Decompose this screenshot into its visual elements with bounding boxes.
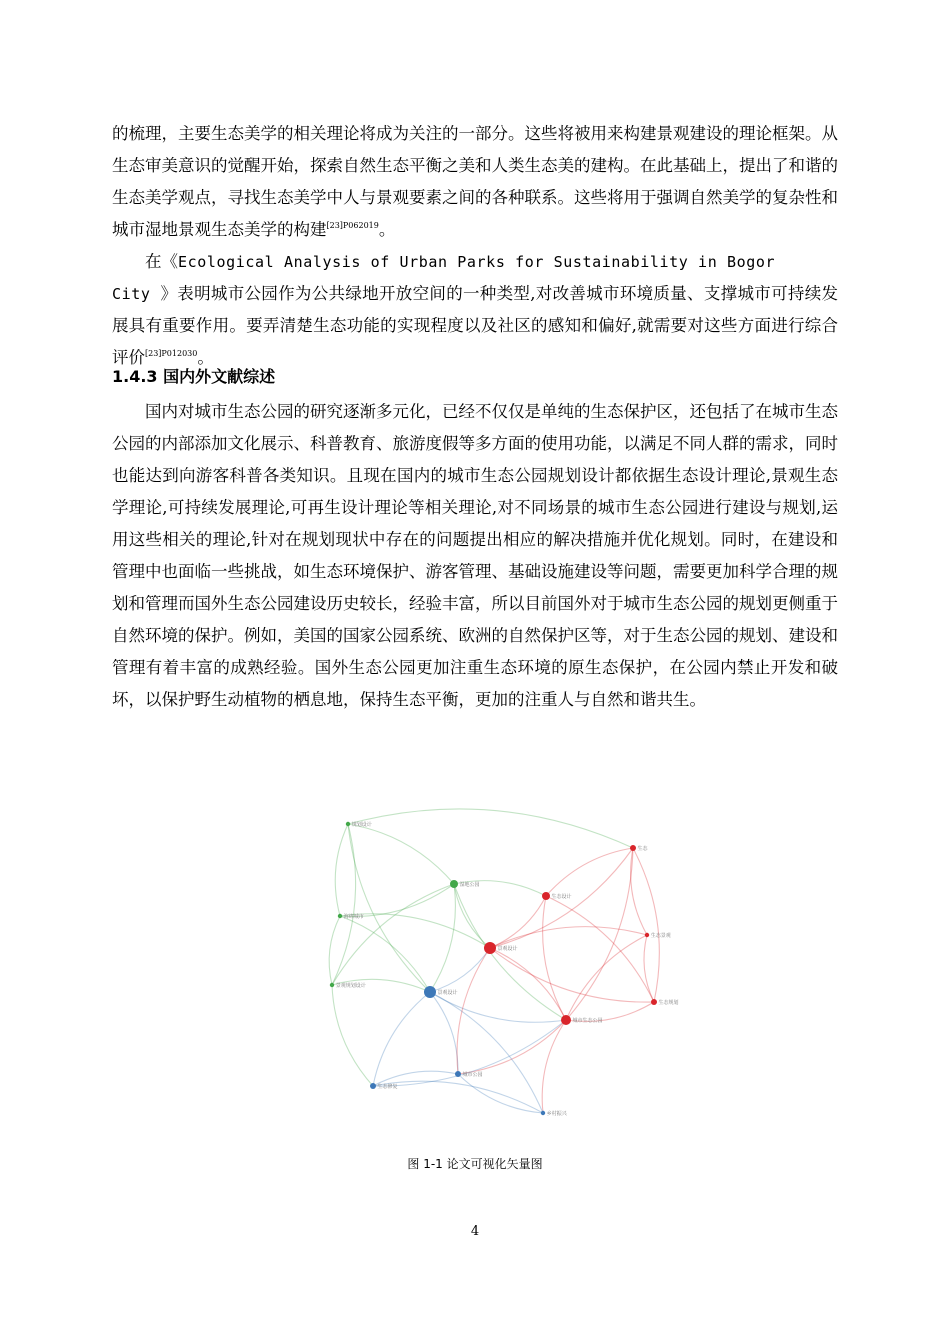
network-node-label: 生态景观 xyxy=(650,933,671,939)
network-node xyxy=(424,986,436,998)
network-node-label: 生态 xyxy=(637,846,648,852)
network-node xyxy=(542,892,550,900)
network-node xyxy=(455,1071,461,1077)
network-node-label: 乡村振兴 xyxy=(546,1111,567,1117)
network-node-label: 生态修复 xyxy=(377,1084,398,1090)
network-node-label: 湿地公园 xyxy=(459,882,480,888)
citation-1: [23]P062019 xyxy=(326,221,379,230)
network-node xyxy=(484,942,496,954)
page-number: 4 xyxy=(470,1224,480,1239)
network-node-label: 城市公园 xyxy=(462,1072,483,1078)
network-node xyxy=(645,933,649,937)
network-edge xyxy=(454,884,566,1020)
network-node-label: 景观设计 xyxy=(497,946,518,952)
network-edge xyxy=(490,896,546,948)
network-edge xyxy=(335,824,348,916)
network-node xyxy=(338,914,342,918)
network-edge xyxy=(490,948,566,1020)
network-edge xyxy=(340,884,454,916)
network-edge xyxy=(543,896,566,1020)
network-edge xyxy=(458,1020,566,1074)
network-figure xyxy=(300,800,679,1130)
figure-caption: 图 1-1 论文可视化矢量图 xyxy=(407,1157,543,1171)
paragraph-review: 国内对城市生态公园的研究逐渐多元化，已经不仅仅是单纯的生态保护区，还包括了在城市生态公园的内部添加文化展示、科普教育、旅游度假等多方面的使用功能，以满足不同人群的需求，同时也能达到向游客科普各类知识。且现在国内的城市生态公园规划设计都依据生态设计理论,景观生态学理论,可持续发展理论,可再生设计理论等相关理论,对不同场景的城市生态公园进行建设与规划,运用这些相关的理论,针对在规划现状中存在的问题提出相应的解决措施并优化规划。同时，在建设和管理中也面临一些挑战，如生态环境保护、游客管理、基础设施建设等问题，需要更加科学合理的规划和管理而国外生态公园建设历史较长，经验丰富，所以目前国外对于城市生态公园的规划更侧重于自然环境的保护。例如，美国的国家公园系统、欧洲的自然保护区等，对于生态公园的规划、建设和管理有着丰富的成熟经验。国外生态公园更加注重生态环境的原生态保护，在公园内禁止开发和破坏，以保护野生动植物的栖息地，保持生态平衡，更加的注重人与自然和谐共生。 xyxy=(112,402,838,709)
network-node-label: 景观规划设计 xyxy=(335,983,366,989)
network-node xyxy=(330,983,334,987)
network-edge xyxy=(332,985,373,1086)
paragraph-bogor-cont: City 》表明城市公园作为公共绿地开放空间的一种类型,对改善城市环境质量、支撑城市可持续发展具有重要作用。要弄清楚生态功能的实现程度以及社区的感知和偏好,就需要对这些方面进行综合评价$^{[23]P012030}$。 xyxy=(112,284,839,367)
network-node-label: 海绵城市 xyxy=(343,914,364,920)
network-node xyxy=(541,1111,545,1115)
paper-title-line1: Ecological Analysis of Urban Parks for Sustainability in Bogor xyxy=(178,253,776,271)
network-node-label: 生态设计 xyxy=(551,894,572,900)
network-edge xyxy=(566,848,633,1020)
network-node-label: 规划设计 xyxy=(351,822,372,828)
paragraph-bogor: 在《Ecological Analysis of Urban Parks for Sustainability in Bogor xyxy=(145,252,776,271)
network-edge xyxy=(430,884,455,992)
network-node xyxy=(651,999,657,1005)
network-node xyxy=(561,1015,571,1025)
citation-2: [23]P012030 xyxy=(145,349,198,358)
network-edge xyxy=(458,1074,543,1113)
paper-title-line2: City xyxy=(112,285,161,303)
network-edge xyxy=(490,948,654,1002)
network-edge xyxy=(430,992,543,1113)
network-node xyxy=(370,1083,376,1089)
network-edge xyxy=(490,927,647,948)
network-node xyxy=(630,845,636,851)
network-edge xyxy=(430,948,490,992)
network-edge xyxy=(546,848,633,896)
paragraph-aesthetics: 的梳理，主要生态美学的相关理论将成为关注的一部分。这些将被用来构建景观建设的理论框架。从生态审美意识的觉醒开始，探索自然生态平衡之美和人类生态美的建构。在此基础上，提出了和谐的生态美学观点，寻找生态美学中人与景观要素之间的各种联系。这些将用于强调自然美学的复杂性和城市湿地景观生态美学的构建$^{[23]P062019}$。 xyxy=(112,124,838,239)
network-node-label: 景观设计 xyxy=(437,990,458,996)
network-edge xyxy=(348,824,454,884)
network-node xyxy=(450,880,458,888)
network-node xyxy=(346,822,350,826)
network-node-label: 生态规划 xyxy=(658,1000,679,1006)
section-heading: 1.4.3 国内外文献综述 xyxy=(112,367,276,386)
network-node-label: 城市生态公园 xyxy=(572,1018,603,1024)
network-edge xyxy=(566,935,647,1020)
network-edge xyxy=(348,809,633,848)
network-edge xyxy=(348,824,430,992)
network-edge xyxy=(542,1020,566,1113)
network-edge xyxy=(546,896,654,1002)
